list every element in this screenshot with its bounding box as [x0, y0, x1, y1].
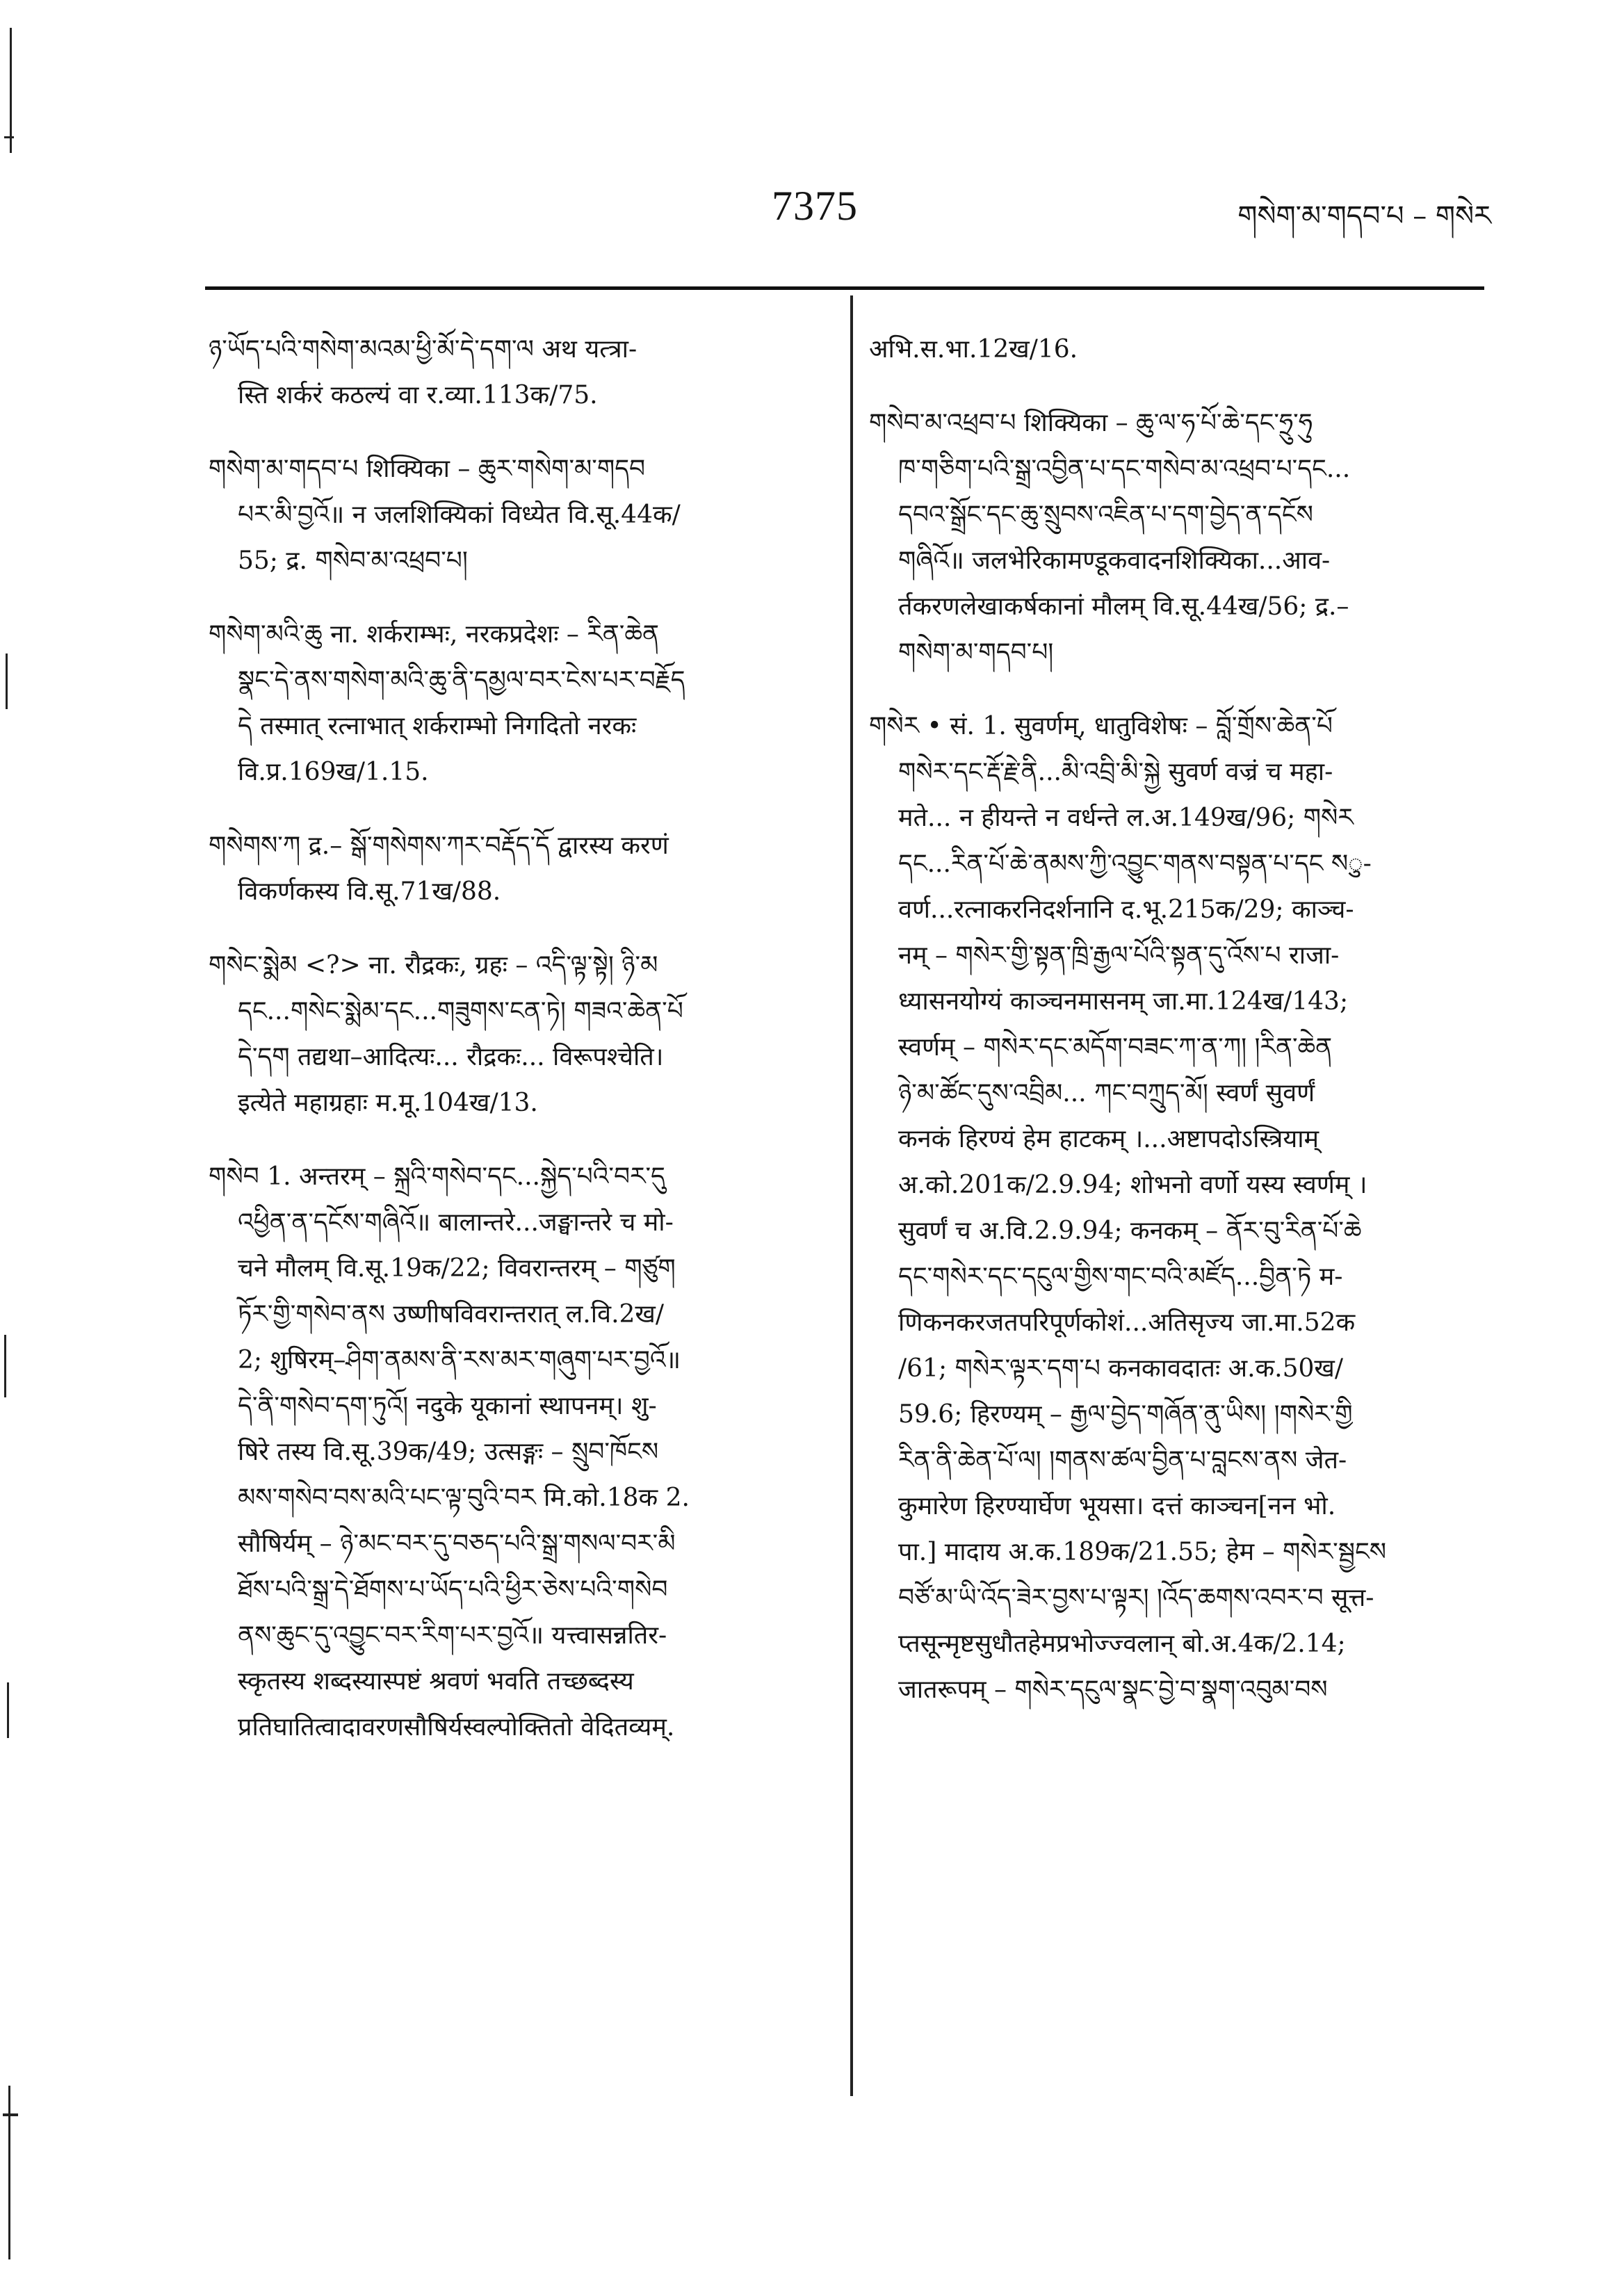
- dictionary-entry: [209, 1154, 827, 1751]
- entry-text-line: ཏོར་གྱི་གསེབ་ནས उष्णीषविवरान्तरात् ल.वि.2ख/: [238, 1300, 664, 1329]
- entry-text-line: བཙོ་མ་ཡི་འོད་ཟེར་བྱས་པ་ལྟར། །འོད་ཆགས་འབར་བ सूत्त-: [898, 1584, 1374, 1612]
- entry-text-line: ཐོས་པའི་སྒྲ་དེ་ཐོགས་པ་ཡོད་པའི་ཕྱིར་ཅེས་པའི་གསེབ: [238, 1575, 668, 1604]
- dictionary-entry: [209, 446, 827, 584]
- binding-margin-line: [6, 654, 8, 709]
- binding-margin-line: [8, 2086, 10, 2259]
- binding-margin-tick: [4, 136, 14, 138]
- entry-text-line: विकर्णकस्य वि.सू.71ख/88.: [238, 877, 501, 906]
- entry-headword-line: གསེར • सं. 1. सुवर्णम्, धातुविशेषः – བློ་གྲོས་ཆེན་པོ: [869, 712, 1333, 740]
- entry-text-line: པར་མི་བྱའོ॥ न जलशिक्यिकां विध्येत वि.सू.44क/: [238, 501, 681, 529]
- entry-text-line: पा.] मादाय अ.क.189क/21.55; हेम – གསེར་སྦྱངས: [898, 1538, 1387, 1566]
- dictionary-entry: [209, 612, 827, 795]
- page-number: 7375: [772, 183, 858, 229]
- entry-headword-line: གསེབ 1. अन्तरम् – སྐྲའི་གསེབ་དང...སྐྱེད་པའི་བར་དུ: [209, 1162, 665, 1191]
- entry-text-line: णिकनकरजतपरिपूर्णकोशं...अतिसृज्य जा.मा.52क: [898, 1308, 1356, 1337]
- entry-text-line: र्तकरणलेखाकर्षकानां मौलम् वि.सू.44ख/56; द्र.–: [898, 592, 1349, 621]
- dictionary-entry: [869, 400, 1481, 676]
- entry-text-line: དང་གསེར་དང་དངུལ་གྱིས་གང་བའི་མཛོད...བྱིན་ཏེ म-: [898, 1263, 1343, 1291]
- entry-headword-line: གསེབ་མ་འཕྲབ་པ शिक्यिका – ཆུ་ལ་ཧ་པོ་ཆེ་དང་ཧྲུ་ཧུ: [869, 409, 1313, 437]
- entry-text-line: སྣང་དེ་ནས་གསེག་མའི་ཆུ་ནི་དམྱལ་བར་ངེས་པར་བརྗོད: [238, 666, 685, 695]
- entry-headword-line: अभि.स.भा.12ख/16.: [869, 335, 1078, 364]
- entry-text-line: प्तसून्मृष्टसुधौतहेमप्रभोज्ज्वलान् बो.अ.4क/2.14;: [898, 1630, 1346, 1658]
- entry-text-line: གཞིའོ॥ जलभेरिकामण्डूकवादनशिक्यिका...आव-: [898, 546, 1331, 575]
- entry-headword-line: གསེགས་ཀ द्र.– སྒོ་གསེགས་ཀར་བརྡོད་དོ द्वारस्य करणं: [209, 831, 669, 860]
- entry-text-line: དབའ་སྒྲོང་དང་ཆུ་སྲུབས་འཇིན་པ་དག་བྱེད་ན་དངོས: [898, 501, 1313, 529]
- entry-headword-line: གསེག་མའི་ཆུ ना. शर्कराम्भः, नरकप्रदेशः – རིན་ཆེན: [209, 620, 660, 649]
- entry-text-line: འཕྱིན་ན་དངོས་གཞིའོ॥ बालान्तरे...जङ्घान्तरे च मो-: [238, 1208, 674, 1237]
- binding-margin-tick: [3, 2113, 18, 2116]
- entry-text-line: प्रतिघातित्वादावरणसौषिर्यस्वल्पोक्तितो वेदितव्यम्.: [238, 1713, 675, 1742]
- entry-text-line: चने मौलम् वि.सू.19क/22; विवरान्तरम् – གཙུག: [238, 1254, 676, 1283]
- right-column: [869, 327, 1481, 1741]
- entry-text-line: षिरे तस्य वि.सू.39क/49; उत्सङ्गः – སྲུབ་ཁོངས: [238, 1438, 659, 1466]
- entry-text-line: ཉེ་མ་ཚོང་དུས་འབྲིམ... ཀང་བཀྲུད་མོ། स्वर्णं सुवर्णं: [898, 1079, 1315, 1107]
- binding-margin-line: [7, 1682, 9, 1738]
- entry-text-line: सौषिर्यम् – ཉེ་མང་བར་དུ་བཅད་པའི་སྒྲ་གསལ་བར་མི: [238, 1529, 676, 1558]
- entry-text-line: 59.6; हिरण्यम् – རྒྱལ་བྱེད་གཞོན་ནུ་ཡིས། །གསེར་གྱི: [898, 1400, 1353, 1429]
- entry-text-line: རིན་ནི་ཆེན་པོ་ལ། །གནས་ཚལ་བྱིན་པ་བླངས་ནས जेत-: [898, 1446, 1347, 1475]
- entry-text-line: དང...རིན་པོ་ཆེ་ནམས་ཀྱི་འབྱུང་གནས་བསྟན་པ་དང སु-: [898, 850, 1372, 878]
- entry-text-line: स्वर्णम् – གསེར་དང་མདོག་བཟང་ཀ་ན་ཀ། །རིན་ཆེན: [898, 1033, 1333, 1062]
- entry-text-line: དང...གསེང་སྨེམ་དང...གཟུགས་ངན་ཏེ། གཟའ་ཆེན་པོ: [238, 997, 683, 1025]
- entry-text-line: नम् – གསེར་གྱི་སྟན་ཁྲི་རྒྱལ་པོའི་སྟན་དུ་འོས་པ राजा-: [898, 941, 1340, 970]
- entry-text-line: सुवर्णं च अ.वि.2.9.94; कनकम् – ནོར་བུ་རིན་པོ་ཆེ: [898, 1217, 1362, 1245]
- entry-text-line: मते... न हीयन्ते न वर्धन्ते ल.अ.149ख/96; གསེར: [898, 804, 1354, 832]
- entry-text-line: स्कृतस्य शब्दस्यास्पष्टं श्रवणं भवति तच्छब्दस्य: [238, 1667, 634, 1696]
- dictionary-entry: [869, 704, 1481, 1713]
- binding-margin-line: [4, 1335, 6, 1397]
- entry-text-line: དེ तस्मात् रत्नाभात् शर्कराम्भो निगदितो नरकः: [238, 712, 637, 740]
- dictionary-entry: [869, 327, 1481, 373]
- entry-text-line: स्ति शर्करं कठल्यं वा र.व्या.113क/75.: [238, 381, 598, 409]
- entry-text-line: ध्यासनयोग्यं काञ्चनमासनम् जा.मा.124ख/143;: [898, 987, 1349, 1016]
- entry-text-line: वर्ण...रत्नाकरनिदर्शनानि द.भू.215क/29; काञ्च-: [898, 895, 1354, 924]
- entry-text-line: གསེག་མ་གདབ་པ།: [898, 638, 1054, 667]
- entry-text-line: དེ་དག तद्यथा–आदित्यः... रौद्रकः... विरूपश्चेति।: [238, 1043, 664, 1071]
- entry-text-line: ནས་ཆུང་དུ་འབྱུང་བར་རིག་པར་བྱའོ॥ यत्त्वासन्नतिर-: [238, 1621, 667, 1650]
- entry-text-line: अ.को.201क/2.9.94; शोभनो वर्णो यस्य स्वर्णम् ।: [898, 1171, 1367, 1199]
- entry-text-line: 2; शुषिरम्–ཤིག་ནམས་ནི་རས་མར་གཞུག་པར་བྱའོ॥: [238, 1346, 681, 1374]
- entry-text-line: 55; द्र. གསེབ་མ་འཕྲབ་པ།: [238, 546, 468, 575]
- left-column: [209, 327, 827, 1778]
- entry-text-line: कुमारेण हिरण्यार्घेण भूयसा। दत्तं काञ्चन[नन भो.: [898, 1492, 1336, 1520]
- entry-text-line: གསེར་དང་རྡོ་རྗེ་ནི...མི་འབྲི་མི་སྐྱེ सुवर्ण वज्रं च महा-: [898, 758, 1333, 786]
- entry-text-line: མས་གསེབ་བས་མའི་པང་ལྟ་བུའི་བར मि.को.18क 2.: [238, 1484, 690, 1512]
- entry-text-line: वि.प्र.169ख/1.15.: [238, 758, 429, 786]
- dictionary-entry: [209, 943, 827, 1126]
- entry-text-line: ཁ་གཅིག་པའི་སྒྲ་འབྱིན་པ་དང་གསེབ་མ་འཕྲབ་པ་དང...: [898, 455, 1351, 483]
- entry-text-line: དེ་ནི་གསེབ་དག་ཏུའོ། नदुके यूकानां स्थापनम्। शु-: [238, 1392, 657, 1420]
- entry-text-line: /61; གསེར་ལྟར་དག་པ कनकावदातः अ.क.50ख/: [898, 1354, 1344, 1383]
- entry-text-line: इत्येते महाग्रहाः म.मू.104ख/13.: [238, 1089, 538, 1117]
- entry-headword-line: ཉ་ཡོད་པའི་གསེག་མའམ་ཕྱི་མོ་དེ་དག་ལ अथ यत्त्रा-: [209, 335, 638, 364]
- header-rule: [205, 286, 1484, 290]
- entry-headword-line: གསེང་སྨེམ <?> ना. रौद्रकः, ग्रहः – འདི་ལྟ་སྟེ། ཉི་མ: [209, 951, 658, 980]
- binding-margin-line: [10, 28, 12, 153]
- entry-headword-line: གསེག་མ་གདབ་པ शिक्यिका – ཆུར་གསེག་མ་གདབ: [209, 455, 646, 483]
- entry-text-line: जातरूपम् – གསེར་དངུལ་སྣང་བྱེ་བ་སྣག་འབུམ་བས: [898, 1675, 1328, 1704]
- dictionary-entry: [209, 327, 827, 419]
- column-divider: [850, 295, 853, 2096]
- entry-text-line: कनकं हिरण्यं हेम हाटकम् ।...अष्टापदोऽस्त्रियाम्: [898, 1125, 1320, 1153]
- running-head: གསེག་མ་གདབ་པ – གསེར: [1237, 200, 1491, 232]
- dictionary-entry: [209, 823, 827, 915]
